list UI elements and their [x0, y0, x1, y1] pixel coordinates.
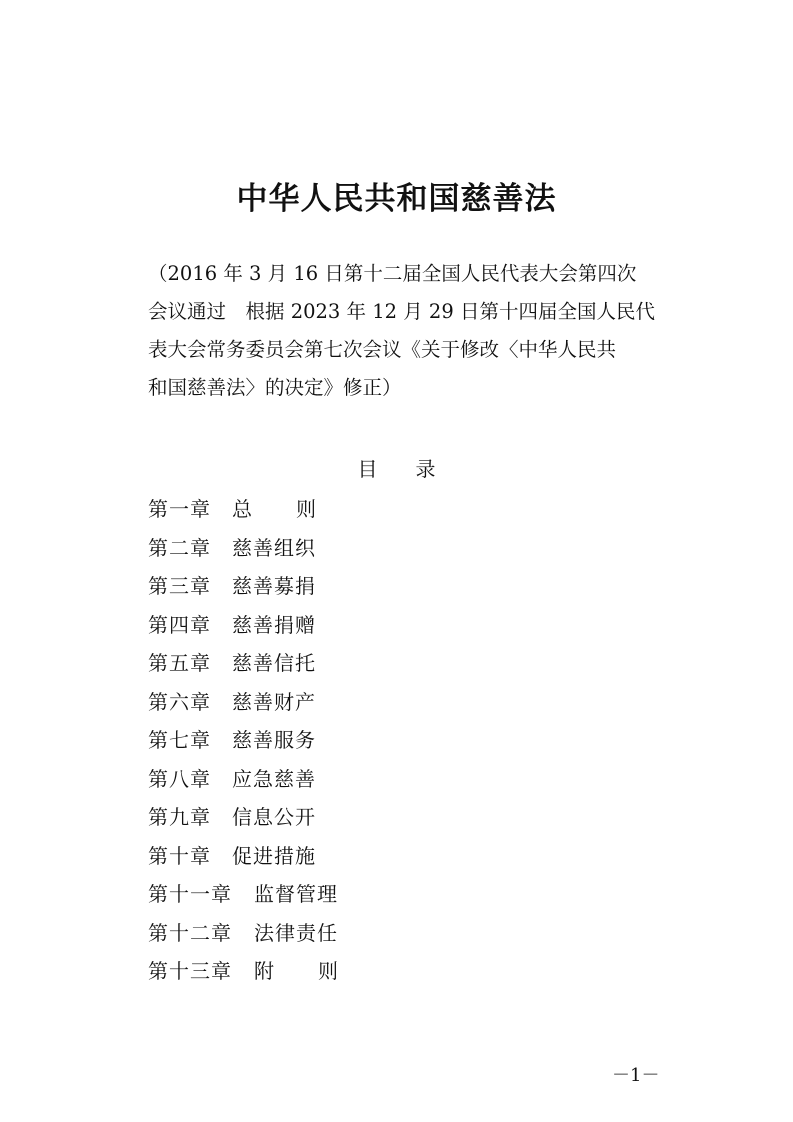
page-number: －1－ — [612, 1065, 660, 1086]
enactment-note-line: 会议通过 根据 2023 年 12 月 29 日第十四届全国人民代 — [148, 300, 655, 323]
chapter-number: 第十二章 — [148, 920, 232, 945]
chapter-title: 附则 — [254, 959, 382, 983]
chapter-title: 慈善捐赠 — [232, 612, 316, 637]
chapter-title: 应急慈善 — [232, 766, 316, 791]
chapter-number: 第三章 — [148, 574, 211, 598]
toc-heading: 目录 — [357, 457, 474, 481]
chapter-number: 第十章 — [148, 843, 211, 868]
enactment-note-line: 表大会常务委员会第七次会议《关于修改〈中华人民共 — [148, 338, 617, 361]
chapter-title: 法律责任 — [254, 920, 338, 945]
toc-item — [148, 567, 628, 606]
toc-item — [148, 606, 628, 645]
toc-item — [148, 952, 628, 991]
chapter-number: 第二章 — [148, 535, 211, 560]
chapter-number: 第七章 — [148, 728, 211, 752]
chapter-title: 总则 — [232, 497, 360, 521]
chapter-number: 第八章 — [148, 766, 211, 791]
toc-item — [148, 644, 628, 683]
toc-item — [148, 837, 628, 876]
chapter-number: 第十三章 — [148, 959, 232, 983]
chapter-title: 信息公开 — [232, 805, 316, 829]
chapter-number: 第九章 — [148, 805, 211, 829]
chapter-title: 促进措施 — [232, 843, 316, 868]
enactment-note-line: （2016 年 3 月 16 日第十二届全国人民代表大会第四次 — [148, 262, 637, 285]
toc-item — [148, 683, 628, 722]
chapter-title: 慈善服务 — [232, 728, 316, 752]
document-title: 中华人民共和国慈善法 — [236, 180, 557, 217]
table-of-contents — [148, 490, 628, 991]
toc-item — [148, 760, 628, 799]
chapter-number: 第五章 — [148, 651, 211, 675]
toc-item — [148, 490, 628, 529]
chapter-title: 监督管理 — [254, 882, 338, 906]
chapter-number: 第四章 — [148, 612, 211, 637]
toc-item — [148, 529, 628, 568]
enactment-note — [148, 255, 658, 407]
toc-item — [148, 914, 628, 953]
enactment-note-line: 和国慈善法〉的决定》修正） — [148, 376, 402, 399]
chapter-title: 慈善信托 — [232, 651, 316, 675]
chapter-title: 慈善财产 — [232, 689, 316, 714]
chapter-title: 慈善组织 — [232, 535, 316, 560]
chapter-title: 慈善募捐 — [232, 574, 316, 598]
chapter-number: 第六章 — [148, 689, 211, 714]
chapter-number: 第十一章 — [148, 882, 232, 906]
chapter-number: 第一章 — [148, 497, 211, 521]
toc-item — [148, 798, 628, 837]
toc-item — [148, 721, 628, 760]
toc-item — [148, 875, 628, 914]
